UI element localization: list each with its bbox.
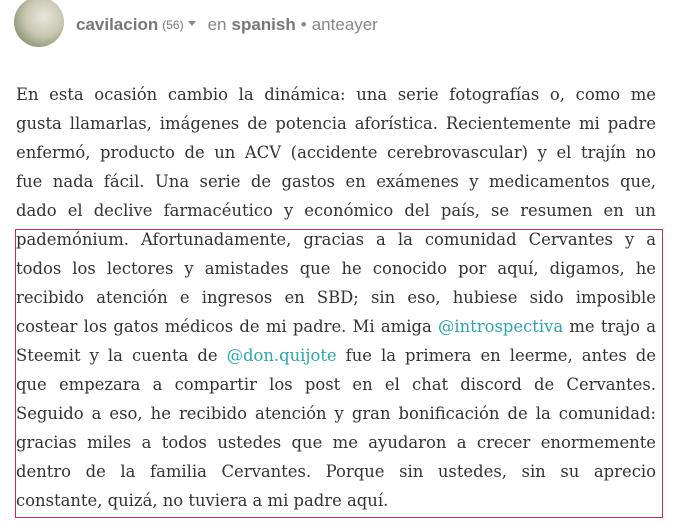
- body-line: fue nada fácil. Una serie de gastos en exámenes y medicamentos que,: [16, 172, 656, 191]
- category-link[interactable]: spanish: [231, 15, 296, 34]
- body-line: pademónium. Afortunadamente, gracias a la comunidad Cervantes y a: [16, 230, 656, 249]
- body-text-segment: costear los gatos médicos de mi padre. Mi amiga: [16, 317, 438, 336]
- body-text-segment: fue la primera en leerme, antes de: [336, 346, 656, 365]
- body-line: constante, quizá, no tuviera a mi padre aquí.: [16, 491, 389, 510]
- author-reputation: (56): [162, 18, 184, 32]
- body-line: recibido atención e ingresos en SBD; sin eso, hubiese sido imposible: [16, 288, 656, 307]
- author-menu-chevron-down-icon[interactable]: [188, 21, 196, 26]
- body-text-segment: me trajo a: [563, 317, 657, 336]
- author-avatar[interactable]: [14, 0, 64, 47]
- post-timestamp-link[interactable]: anteayer: [311, 15, 378, 34]
- body-line: que empezara a compartir los post en el chat discord de Cervantes.: [16, 375, 656, 394]
- body-line: Seguido a eso, he recibido atención y gran bonificación de la comunidad:: [16, 404, 656, 423]
- meta-separator: •: [300, 15, 307, 34]
- post-header: [14, 0, 674, 50]
- body-line: En esta ocasión cambio la dinámica: una serie fotografías o, como me: [16, 85, 656, 104]
- author-name-link[interactable]: cavilacion: [76, 15, 159, 34]
- mention-link-don-quijote[interactable]: @don.quijote: [226, 346, 337, 365]
- category-prefix: en: [207, 15, 227, 34]
- body-line: dentro de la familia Cervantes. Porque sin ustedes, sin su aprecio: [16, 462, 656, 481]
- body-line: dado el declive farmacéutico y económico del país, se resumen en un: [16, 201, 656, 220]
- mention-link-introspectiva[interactable]: @introspectiva: [437, 317, 564, 336]
- body-line: gusta llamarlas, imágenes de potencia aforística. Recientemente mi padre: [16, 114, 656, 133]
- body-line: gracias miles a todos ustedes que me ayudaron a crecer enormemente: [16, 433, 656, 452]
- post-body: [16, 80, 656, 515]
- body-text-segment: Steemit y la cuenta de: [16, 346, 227, 365]
- body-line-with-mention: [16, 341, 656, 370]
- body-line: enfermó, producto de un ACV (accidente cerebrovascular) y el trajín no: [16, 143, 656, 162]
- body-line-with-mention: [16, 312, 656, 341]
- body-line: todos los lectores y amistades que he conocido por aquí, digamos, he: [16, 259, 656, 278]
